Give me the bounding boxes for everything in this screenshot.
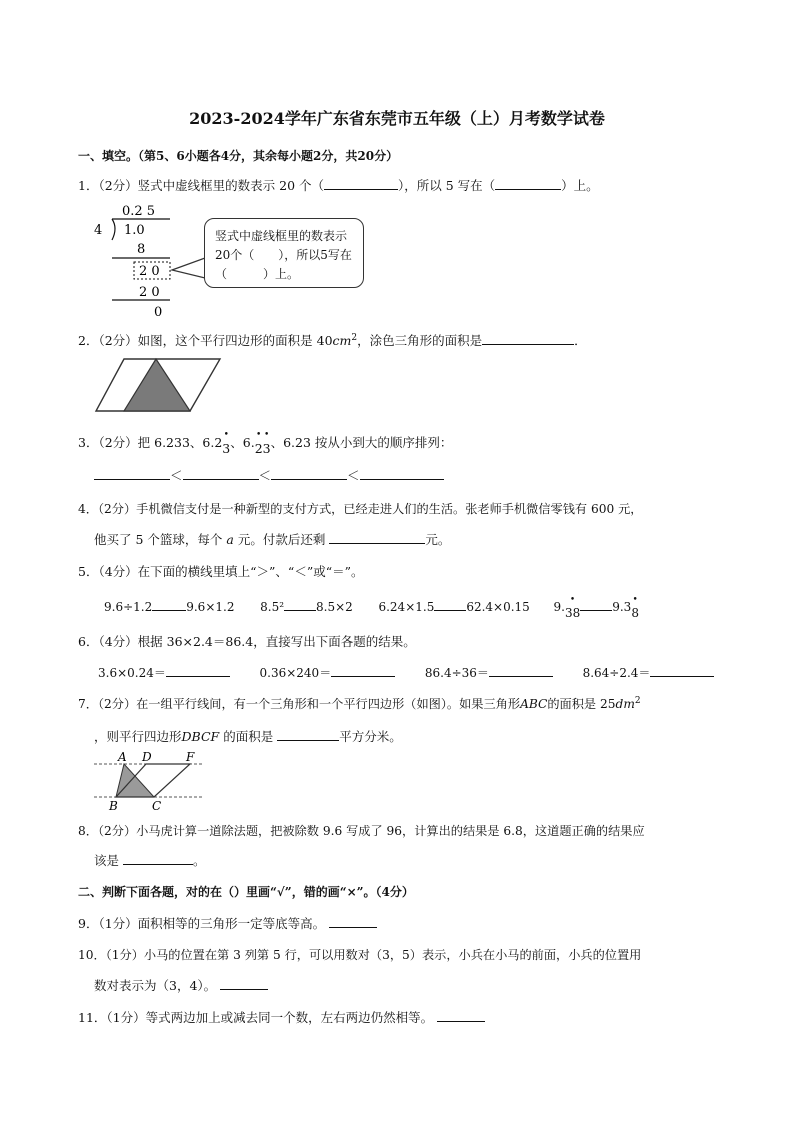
label-d: D <box>142 750 152 764</box>
q10-text: 数对表示为（3，4）。 <box>94 978 217 993</box>
q4-var: a <box>226 532 234 547</box>
q6-item-1: 3.6×0.24＝ <box>98 666 166 680</box>
parallelogram-figure <box>94 356 224 414</box>
q5-items <box>104 598 639 620</box>
parallel-lines-figure <box>94 750 206 812</box>
q6-blank-4[interactable] <box>650 664 714 677</box>
q3-blank-3[interactable] <box>271 467 347 480</box>
bubble-tail <box>172 258 205 278</box>
q7-sup: 2 <box>634 695 641 706</box>
q7-unit: dm <box>615 697 635 711</box>
q3-blank-4[interactable] <box>360 467 444 480</box>
q9-text: 9．（1分）面积相等的三角形一定等底等高。 <box>78 916 326 931</box>
division-bracket <box>112 219 115 240</box>
q7-abc: ABC <box>520 697 548 711</box>
q4-line-2 <box>94 530 450 548</box>
q3-repeating-digit-1: • 3 <box>222 441 230 456</box>
question-5: 5．（4分）在下面的横线里填上“＞”、“＜”或“＝”。 <box>78 564 364 579</box>
q3-text-b: 、6. <box>230 435 255 450</box>
q5-blank-2[interactable] <box>284 598 316 611</box>
q1-blank-1[interactable] <box>324 177 398 190</box>
q6-blank-3[interactable] <box>489 664 553 677</box>
q3-blank-1[interactable] <box>94 467 170 480</box>
division-dividend: 1.0 <box>124 223 145 238</box>
q2-text-b: ，涂色三角形的面积是 <box>357 333 483 348</box>
label-a: A <box>118 750 127 764</box>
q5-item-2-right: 8.5×2 <box>316 600 353 614</box>
q2-text-a: 2．（2分）如图，这个平行四边形的面积是 40 <box>78 333 333 348</box>
long-division-figure <box>90 200 210 322</box>
label-c: C <box>152 799 162 812</box>
q6-items <box>98 664 714 681</box>
q1-text-a: 1．（2分）竖式中虚线框里的数表示 20 个（ <box>78 178 325 193</box>
question-11 <box>78 1008 485 1026</box>
q5-blank-3[interactable] <box>434 598 466 611</box>
q7-blank[interactable] <box>277 728 339 741</box>
q2-sup: 2 <box>351 332 358 343</box>
q5-item-1-right: 9.6×1.2 <box>186 600 235 614</box>
q6-item-2: 0.36×240＝ <box>259 666 332 680</box>
q3-lt-2: ＜ <box>258 468 272 483</box>
division-remainder: 0 <box>154 305 163 320</box>
q5-item-4-left-rep: • 38 <box>565 606 580 620</box>
q1-blank-2[interactable] <box>495 177 561 190</box>
q4-text-a: 他买了 5 个篮球，每个 <box>94 532 223 547</box>
page-title: 2023-2024学年广东省东莞市五年级（上）月考数学试卷 <box>189 109 605 128</box>
section-1-heading: 一、填空。（第5、6小题各4分，其余每小题2分，共20分） <box>78 149 399 163</box>
q10-line-2 <box>94 976 268 994</box>
q10-line-1: 10．（1分）小马的位置在第 3 列第 5 行，可以用数对（3，5）表示，小兵在小马的前面，小兵的位置用 <box>78 948 642 962</box>
q5-item-4-right-rep: • 8 <box>631 606 639 620</box>
label-b: B <box>109 799 118 812</box>
q11-text: 11．（1分）等式两边加上或减去同一个数，左右两边仍然相等。 <box>78 1010 434 1025</box>
q3-repeating-digit-2b: • 3 <box>263 441 271 456</box>
q1-text-c: ）上。 <box>561 178 599 193</box>
q7-dbcf: DBCF <box>181 729 220 744</box>
q7-line-2 <box>94 727 402 745</box>
q3-blank-2[interactable] <box>183 467 259 480</box>
q5-item-4-left-int: 9. <box>553 600 565 614</box>
label-f: F <box>186 750 195 764</box>
q6-blank-2[interactable] <box>331 664 395 677</box>
triangle-abc <box>116 764 154 797</box>
q6-blank-1[interactable] <box>166 664 230 677</box>
q3-repeating-digit-2a: • 2 <box>255 441 263 456</box>
q8-line-1: 8．（2分）小马虎计算一道除法题，把被除数 9.6 写成了 96，计算出的结果是 6.8，这道题正确的结果应 <box>78 824 645 838</box>
q7-text-a: 7．（2分）在一组平行线间，有一个三角形和一个平行四边形（如图）。如果三角形 <box>78 697 521 711</box>
question-3 <box>78 433 453 456</box>
q5-item-1-left: 9.6÷1.2 <box>104 600 153 614</box>
q3-text-a: 3．（2分）把 6.233、6.2 <box>78 435 223 450</box>
question-1 <box>78 176 599 194</box>
q8-text-a: 该是 <box>94 853 120 868</box>
bubble-text: 竖式中虚线框里的数表示20个（ ），所以5写在（ ）上。 <box>215 229 352 281</box>
q2-blank[interactable] <box>482 332 574 345</box>
q7-line-1 <box>78 695 641 712</box>
q5-blank-4[interactable] <box>580 598 612 611</box>
question-9 <box>78 914 377 932</box>
q1-text-b: ），所以 5 写在（ <box>398 178 496 193</box>
q4-blank[interactable] <box>329 531 425 544</box>
q8-line-2 <box>94 851 206 869</box>
q11-blank[interactable] <box>437 1009 485 1022</box>
speech-bubble <box>204 218 364 288</box>
q5-item-3-left: 6.24×1.5 <box>378 600 435 614</box>
q4-text-b: 元。付款后还剩 <box>237 532 326 547</box>
question-2 <box>78 331 587 349</box>
q5-item-2-left: 8.5² <box>260 600 285 614</box>
division-step-1: 8 <box>137 242 146 257</box>
q3-lt-3: ＜ <box>347 468 360 483</box>
division-quotient: 0.2 5 <box>122 204 156 219</box>
q3-text-c: 、6.23 按从小到大的顺序排列： <box>270 435 453 450</box>
q9-blank[interactable] <box>329 915 377 928</box>
division-step-3: 2 0 <box>139 285 160 300</box>
q6-item-4: 8.64÷2.4＝ <box>582 666 651 680</box>
q3-answer-line <box>94 466 444 484</box>
q2-text-c: ． <box>574 333 587 348</box>
q5-item-4-right-int: 9.3 <box>612 600 632 614</box>
q2-unit: cm <box>332 333 352 348</box>
q8-text-b: 。 <box>193 853 206 868</box>
division-divisor: 4 <box>94 223 103 238</box>
q7-text-d: 的面积是 <box>223 729 274 744</box>
q6-item-3: 86.4÷36＝ <box>424 666 489 680</box>
section-2-heading: 二、判断下面各题，对的在（）里画“√”，错的画“×”。（4分） <box>78 885 414 899</box>
q5-item-3-right: 62.4×0.15 <box>466 600 530 614</box>
q7-text-b: 的面积是 25 <box>547 697 616 711</box>
q7-text-e: 平方分米。 <box>339 729 402 744</box>
q7-text-c: ，则平行四边形 <box>94 729 182 744</box>
question-6: 6．（4分）根据 36×2.4＝86.4，直接写出下面各题的结果。 <box>78 634 416 649</box>
division-step-2: 2 0 <box>139 264 160 279</box>
q8-blank[interactable] <box>123 852 193 865</box>
q4-text-c: 元。 <box>425 532 451 547</box>
q5-blank-1[interactable] <box>152 598 186 611</box>
q3-lt-1: ＜ <box>170 468 183 483</box>
q4-line-1: 4．（2分）手机微信支付是一种新型的支付方式，已经走进人们的生活。张老师手机微信零钱有 600 元， <box>78 502 643 516</box>
q10-blank[interactable] <box>220 977 268 990</box>
